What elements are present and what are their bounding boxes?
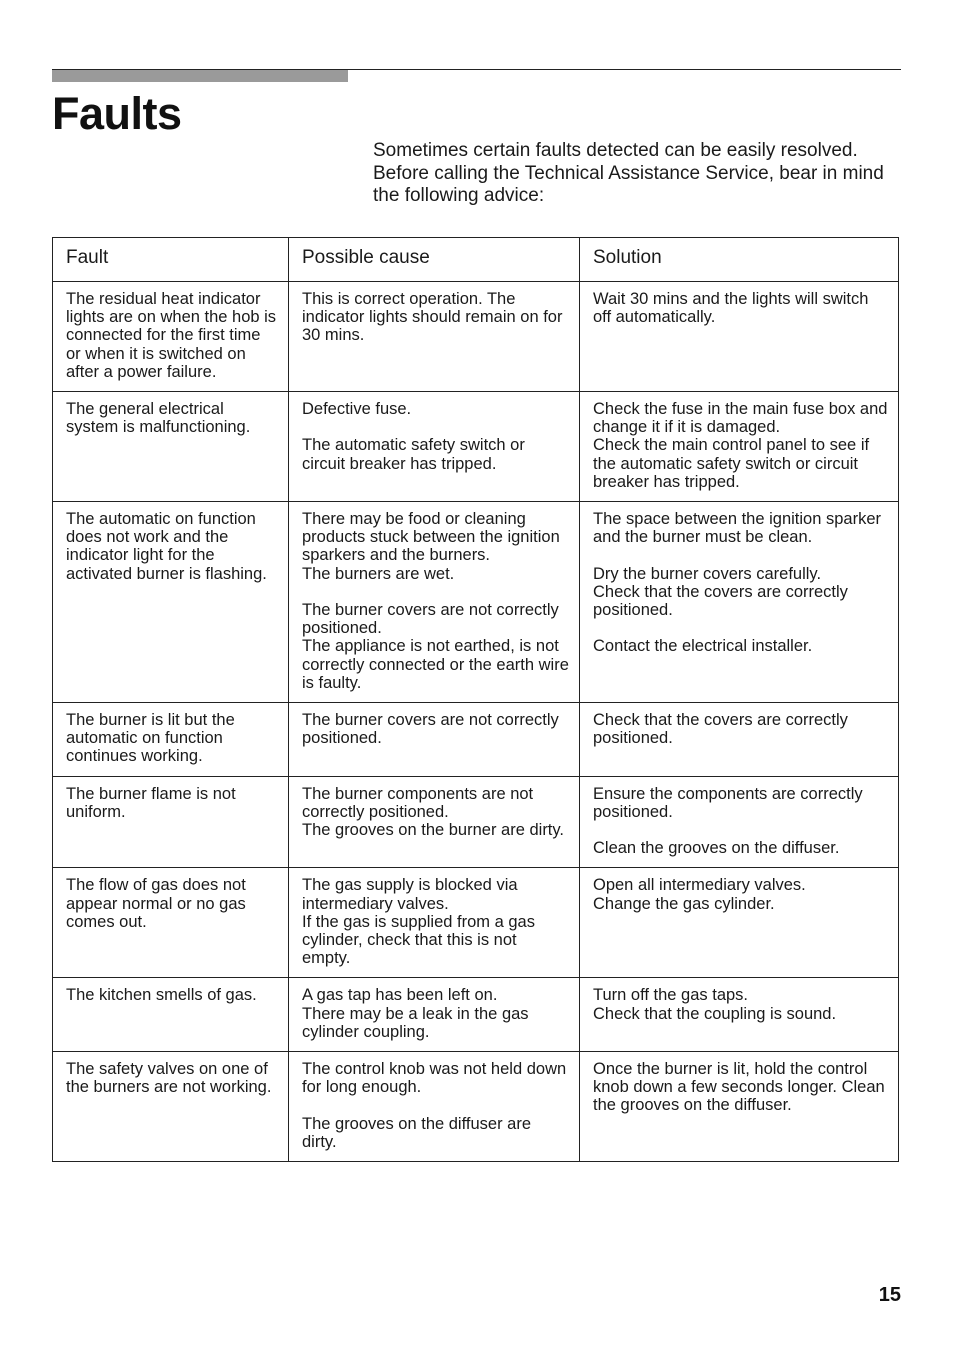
- table-row: [53, 978, 899, 1052]
- solution-cell: [580, 776, 899, 868]
- solution-cell: [580, 1052, 899, 1162]
- solution-line: Open all intermediary valves.: [593, 876, 806, 895]
- paragraph-gap: [302, 418, 569, 436]
- column-header-solution: Solution: [580, 238, 899, 282]
- faults-table: [52, 237, 899, 1162]
- fault-cell: The general electrical system is malfunctioning.: [53, 392, 289, 502]
- cause-cell: [289, 282, 580, 392]
- fault-cell: The burner is lit but the automatic on function continues working.: [53, 703, 289, 777]
- cause-cell: [289, 502, 580, 703]
- solution-line: Check the main control panel to see if the automatic safety switch or circuit breaker has tripped.: [593, 436, 870, 491]
- cause-line: The burners are wet.: [302, 564, 455, 583]
- cause-line: The control knob was not held down for long enough.: [302, 1060, 567, 1097]
- cause-line: The appliance is not earthed, is not correctly connected or the earth wire is faulty.: [302, 637, 569, 692]
- fault-cell: The kitchen smells of gas.: [53, 978, 289, 1052]
- cause-line: The gas supply is blocked via intermediary valves.: [302, 876, 518, 913]
- solution-cell: [580, 392, 899, 502]
- paragraph-gap: [302, 583, 569, 601]
- paragraph-gap: [593, 821, 888, 839]
- fault-cell: The burner flame is not uniform.: [53, 776, 289, 868]
- intro-text: Sometimes certain faults detected can be easily resolved. Before calling the Technical Assistance Service, bear in mind the following advice:: [373, 140, 884, 206]
- cause-line: This is correct operation. The indicator lights should remain on for 30 mins.: [302, 290, 563, 345]
- cause-cell: [289, 703, 580, 777]
- table-row: [53, 282, 899, 392]
- paragraph-gap: [593, 546, 888, 564]
- table-header-row: [53, 238, 899, 282]
- solution-line: Check the fuse in the main fuse box and change it if it is damaged.: [593, 400, 888, 437]
- solution-line: Once the burner is lit, hold the control knob down a few seconds longer. Clean the grooves on the diffuser.: [593, 1060, 885, 1115]
- solution-line: Change the gas cylinder.: [593, 894, 775, 913]
- cause-line: The automatic safety switch or circuit breaker has tripped.: [302, 436, 525, 473]
- solution-line: Clean the grooves on the diffuser.: [593, 839, 840, 858]
- fault-cell: The safety valves on one of the burners are not working.: [53, 1052, 289, 1162]
- column-header-fault: Fault: [53, 238, 289, 282]
- table-row: [53, 502, 899, 703]
- cause-line: If the gas is supplied from a gas cylinder, check that this is not empty.: [302, 912, 535, 968]
- solution-cell: [580, 868, 899, 978]
- table-row: [53, 703, 899, 777]
- cause-line: Defective fuse.: [302, 400, 412, 419]
- table-row: [53, 776, 899, 868]
- cause-cell: [289, 978, 580, 1052]
- paragraph-gap: [302, 1096, 569, 1114]
- cause-line: The grooves on the burner are dirty.: [302, 821, 565, 840]
- solution-cell: [580, 502, 899, 703]
- cause-cell: [289, 392, 580, 502]
- fault-cell: The residual heat indicator lights are on when the hob is connected for the first time or when it is switched on after a power failure.: [53, 282, 289, 392]
- solution-line: The space between the ignition sparker and the burner must be clean.: [593, 510, 882, 547]
- cause-cell: [289, 868, 580, 978]
- solution-cell: [580, 978, 899, 1052]
- table-row: [53, 392, 899, 502]
- cause-line: There may be a leak in the gas cylinder coupling.: [302, 1004, 529, 1041]
- cause-line: The burner covers are not correctly positioned.: [302, 601, 559, 638]
- header-accent-bar: [52, 70, 348, 82]
- cause-line: The burner components are not correctly positioned.: [302, 784, 534, 821]
- paragraph-gap: [593, 619, 888, 637]
- solution-line: Check that the coupling is sound.: [593, 1004, 837, 1023]
- fault-cell: The flow of gas does not appear normal or no gas comes out.: [53, 868, 289, 978]
- fault-cell: The automatic on function does not work and the indicator light for the activated burner is flashing.: [53, 502, 289, 703]
- cause-line: The burner covers are not correctly positioned.: [302, 711, 559, 748]
- page-title: Faults: [52, 88, 182, 139]
- solution-cell: [580, 703, 899, 777]
- solution-line: Check that the covers are correctly positioned.: [593, 711, 848, 748]
- solution-line: Contact the electrical installer.: [593, 637, 813, 656]
- cause-line: The grooves on the diffuser are dirty.: [302, 1114, 532, 1151]
- page-number: 15: [878, 1284, 901, 1306]
- cause-cell: [289, 1052, 580, 1162]
- solution-line: Wait 30 mins and the lights will switch off automatically.: [593, 290, 869, 327]
- solution-cell: [580, 282, 899, 392]
- solution-line: Check that the covers are correctly positioned.: [593, 582, 848, 620]
- table-row: [53, 868, 899, 978]
- cause-line: There may be food or cleaning products stuck between the ignition sparkers and the burners.: [302, 510, 560, 565]
- solution-line: Turn off the gas taps.: [593, 986, 749, 1005]
- solution-line: Dry the burner covers carefully.: [593, 564, 822, 583]
- solution-line: Ensure the components are correctly positioned.: [593, 784, 863, 821]
- cause-cell: [289, 776, 580, 868]
- cause-line: A gas tap has been left on.: [302, 986, 498, 1005]
- column-header-cause: Possible cause: [289, 238, 580, 282]
- table-row: [53, 1052, 899, 1162]
